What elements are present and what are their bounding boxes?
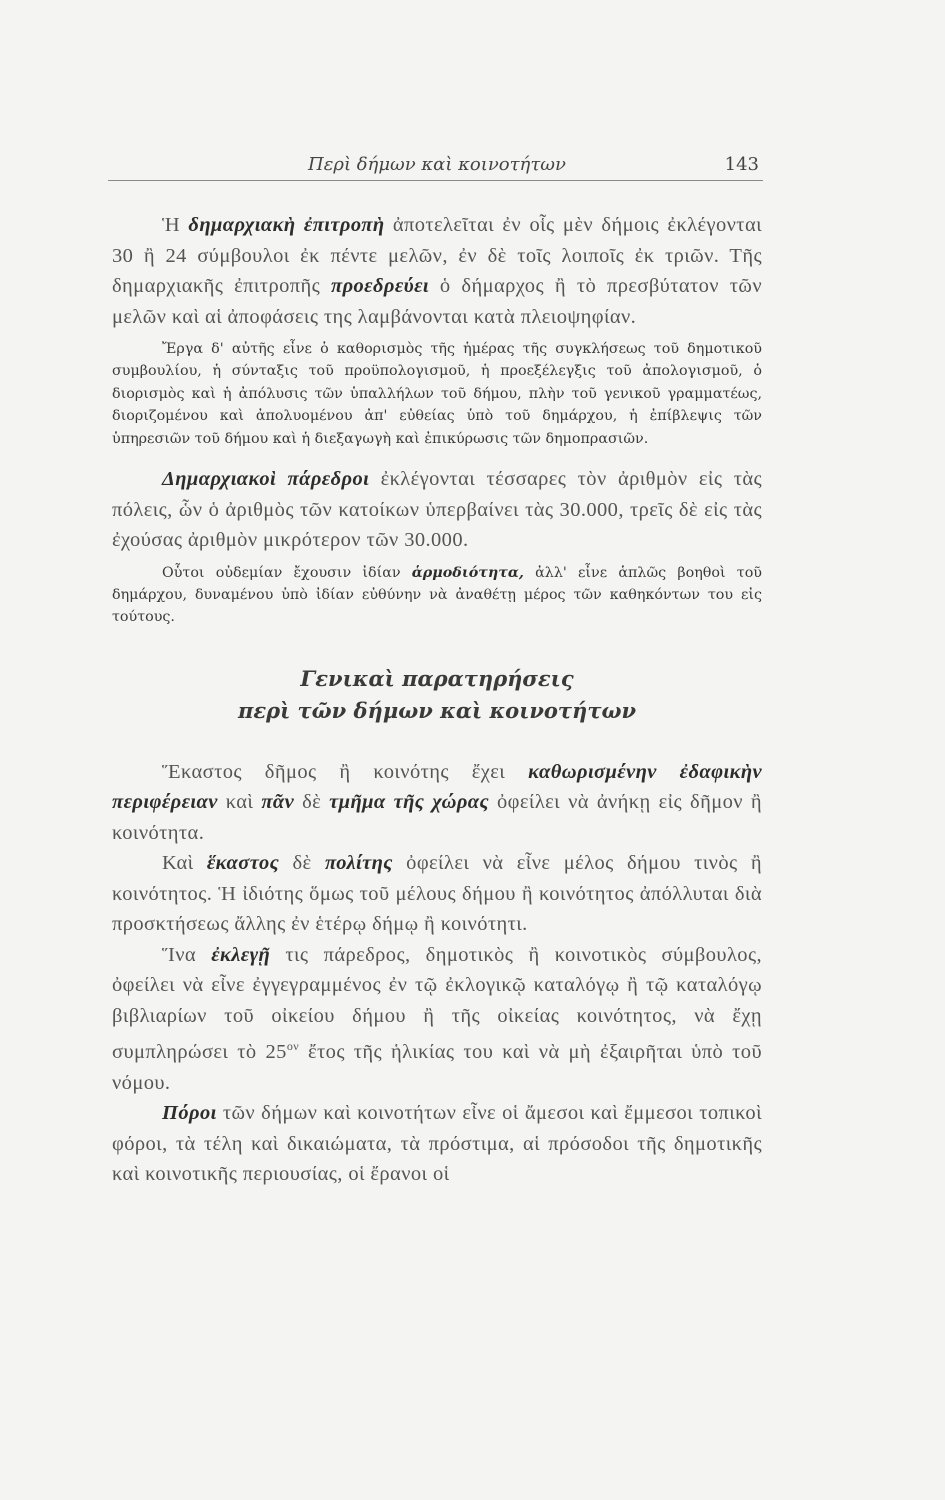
paragraph-poroi bbox=[112, 1098, 762, 1190]
text-run: δὲ bbox=[294, 791, 330, 814]
text-run: ὀφείλει νὰ εἶνε μέλος δήμου τινὸς ἢ κοινότητος. Ἡ ἰδιότης ὅμως τοῦ μέλους δήμου ἢ κοινότητος ἀπόλλυται διὰ προσκτήσεως ἄλλης ἐν ἑτέρῳ δήμῳ ἢ κοινότητι. bbox=[112, 852, 762, 936]
ordinal-suffix: ον bbox=[286, 1039, 300, 1054]
text-run: Καὶ bbox=[162, 852, 207, 875]
text-run: ὀφείλει νὰ ἀνήκῃ εἰς δῆμον ἢ κοινότητα. bbox=[112, 791, 762, 844]
emphasis-term: ἐκλεγῇ bbox=[211, 943, 271, 966]
page-body bbox=[112, 210, 762, 1190]
emphasis-term: Πόροι bbox=[162, 1102, 217, 1125]
text-run: Ἕκαστος δῆμος ἢ κοινότης ἔχει bbox=[162, 760, 529, 783]
emphasis-term: ἁρμοδιότητα, bbox=[411, 564, 524, 581]
text-run: ἔτος τῆς ἡλικίας του καὶ νὰ μὴ ἐξαιρῆται ὑπὸ τοῦ νόμου. bbox=[112, 1041, 762, 1094]
page-number: 143 bbox=[724, 154, 759, 175]
text-run: καὶ bbox=[217, 791, 262, 814]
emphasis-term: πᾶν bbox=[261, 791, 295, 814]
emphasis-term: καθωρισμένην ἐδαφικὴν περιφέρειαν bbox=[112, 760, 762, 814]
paragraph-outoi bbox=[112, 562, 762, 629]
paragraph-ekastos-politis bbox=[112, 848, 762, 940]
text-run: ἀποτελεῖται ἐν οἷς μὲν δήμοις ἐκλέγονται 30 ἢ 24 σύμβουλοι ἐκ πέντε μελῶν, ἐν δὲ τοῖς λοιποῖς ἐκ τριῶν. Τῆς δημαρχιακῆς ἐπιτροπῆς bbox=[112, 214, 762, 297]
paragraph-paredroi bbox=[112, 464, 762, 556]
text-run: δὲ bbox=[279, 852, 325, 875]
emphasis-term: τμῆμα τῆς χώρας bbox=[329, 791, 490, 814]
emphasis-term: προεδρεύει bbox=[330, 275, 430, 297]
text-run: ἀλλ' εἶνε ἁπλῶς βοηθοὶ τοῦ δημάρχου, δυναμένου ὑπὸ ἰδίαν εὐθύνην νὰ ἀναθέτῃ μέρος τῶν καθηκόντων του εἰς τούτους. bbox=[112, 564, 762, 626]
paragraph-ekastos-dimos bbox=[112, 757, 762, 849]
text-run: τῶν δήμων καὶ κοινοτήτων εἶνε οἱ ἄμεσοι καὶ ἔμμεσοι τοπικοὶ φόροι, τὰ τέλη καὶ δικαιώματα, τὰ πρόστιμα, αἱ πρόσοδοι τῆς δημοτικῆς καὶ κοινοτικῆς περιουσίας, οἱ ἔρανοι οἱ bbox=[112, 1102, 762, 1186]
emphasis-term: ἕκαστος bbox=[206, 852, 280, 875]
text-run: ὁ δήμαρχος ἢ τὸ πρεσβύτατον τῶν μελῶν καὶ αἱ ἀποφάσεις της λαμβάνονται κατὰ πλειοψηφίαν. bbox=[112, 275, 762, 328]
paragraph-ekloges bbox=[112, 940, 762, 1098]
text-run: Ἵνα bbox=[162, 943, 212, 966]
text-run: Οὗτοι οὐδεμίαν ἔχουσιν ἰδίαν bbox=[162, 564, 412, 581]
section-heading bbox=[112, 663, 762, 727]
text-run: Ἡ bbox=[162, 214, 189, 236]
section-heading-line-2: περὶ τῶν δήμων καὶ κοινοτήτων bbox=[237, 697, 637, 723]
emphasis-term: δημαρχιακὴ ἐπιτροπὴ bbox=[188, 214, 385, 236]
emphasis-term: Δημαρχιακοὶ πάρεδροι bbox=[162, 468, 370, 491]
section-heading-line-1: Γενικαὶ παρατηρήσεις bbox=[300, 665, 574, 691]
page-header bbox=[108, 150, 763, 181]
paragraph-dimarchiaki-epitropi bbox=[112, 210, 762, 332]
text-run: ἐκλέγονται τέσσαρες τὸν ἀριθμὸν εἰς τὰς πόλεις, ὧν ὁ ἀριθμὸς τῶν κατοίκων ὑπερβαίνει τὰς 30.000, τρεῖς δὲ εἰς τὰς ἐχούσας ἀριθμὸν μικρότερον τῶν 30.000. bbox=[112, 468, 762, 552]
running-head: Περὶ δήμων καὶ κοινοτήτων bbox=[308, 154, 566, 175]
emphasis-term: πολίτης bbox=[324, 852, 393, 875]
paragraph-erga: Ἔργα δ' αὐτῆς εἶνε ὁ καθορισμὸς τῆς ἡμέρας τῆς συγκλήσεως τοῦ δημοτικοῦ συμβουλίου, ἡ σύνταξις τοῦ προϋπολογισμοῦ, ἡ προεξέλεγξις τοῦ ἀπολογισμοῦ, ὁ διορισμὸς καὶ ἡ ἀπόλυσις τῶν ὑπαλλήλων τοῦ δήμου, πλὴν τοῦ γενικοῦ γραμματέως, διοριζομένου καὶ ἀπολυομένου ἀπ' εὐθείας ὑπὸ τοῦ δημάρχου, ἡ ἐπίβλεψις τῶν ὑπηρεσιῶν τοῦ δήμου καὶ ἡ διεξαγωγὴ καὶ ἐπικύρωσις τῶν δημοπρασιῶν. bbox=[112, 341, 762, 447]
text-run: τις πάρεδρος, δημοτικὸς ἢ κοινοτικὸς σύμβουλος, ὀφείλει νὰ εἶνε ἐγγεγραμμένος ἐν τῷ ἐκλογικῷ καταλόγῳ ἢ τῷ καταλόγῳ βιβλιαρίων τοῦ οἰκείου δήμου ἢ τῆς οἰκείας κοινότητος, νὰ ἔχῃ συμπληρώσει τὸ 25 bbox=[112, 943, 762, 1064]
